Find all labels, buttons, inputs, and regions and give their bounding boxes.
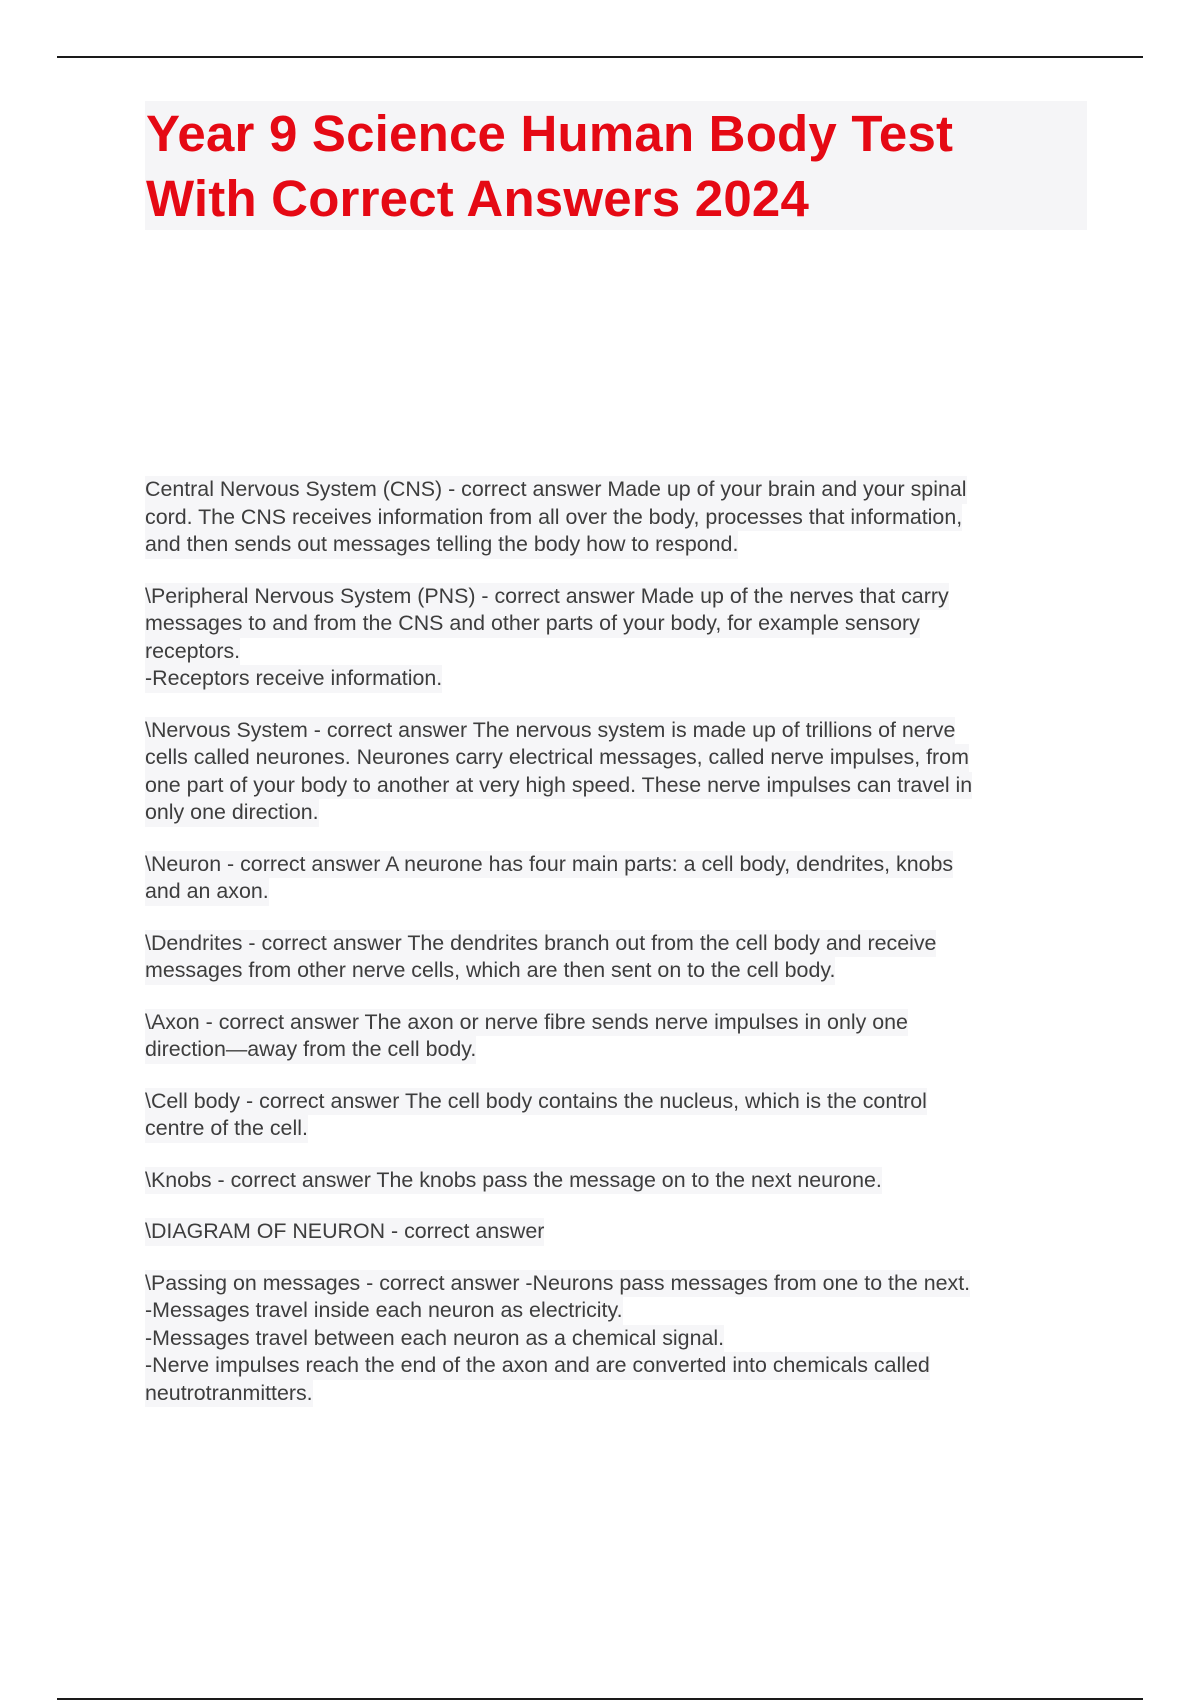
entry-line: neutrotranmitters.: [145, 1380, 313, 1408]
entry-dendrites: [145, 930, 1089, 985]
entry-nervous-system: [145, 717, 1089, 827]
entry-line: Central Nervous System (CNS) - correct answer Made up of your brain and your spinal: [145, 476, 967, 504]
entry-neuron: [145, 851, 1089, 906]
entry-axon: [145, 1009, 1089, 1064]
entry-line: one part of your body to another at very high speed. These nerve impulses can travel in: [145, 772, 972, 800]
entry-cell-body: [145, 1088, 1089, 1143]
entry-diagram-of-neuron: [145, 1218, 1089, 1246]
title-line-2: With Correct Answers 2024: [146, 170, 810, 227]
entry-line: \Dendrites - correct answer The dendrites branch out from the cell body and receive: [145, 930, 936, 958]
entry-line: -Nerve impulses reach the end of the axon and are converted into chemicals called: [145, 1352, 930, 1380]
entry-line: only one direction.: [145, 799, 319, 827]
entry-line: receptors.: [145, 638, 240, 666]
entry-line: \Axon - correct answer The axon or nerve fibre sends nerve impulses in only one: [145, 1009, 908, 1037]
entry-line: \Nervous System - correct answer The nervous system is made up of trillions of nerve: [145, 717, 955, 745]
flashcard-list: [145, 476, 1089, 1431]
entry-line: \Passing on messages - correct answer -Neurons pass messages from one to the next.: [145, 1270, 970, 1298]
entry-line: \Knobs - correct answer The knobs pass the message on to the next neurone.: [145, 1167, 882, 1195]
entry-line: centre of the cell.: [145, 1115, 308, 1143]
entry-line: cells called neurones. Neurones carry electrical messages, called nerve impulses, from: [145, 744, 969, 772]
entry-line: direction—away from the cell body.: [145, 1036, 476, 1064]
entry-line: and an axon.: [145, 878, 269, 906]
entry-line: messages from other nerve cells, which are then sent on to the cell body.: [145, 957, 835, 985]
entry-line: \Peripheral Nervous System (PNS) - correct answer Made up of the nerves that carry: [145, 583, 949, 611]
entry-line: and then sends out messages telling the body how to respond.: [145, 531, 738, 559]
entry-line: -Messages travel inside each neuron as electricity.: [145, 1297, 623, 1325]
entry-line: \Neuron - correct answer A neurone has four main parts: a cell body, dendrites, knobs: [145, 851, 953, 879]
entry-cns: [145, 476, 1089, 559]
entry-line: -Receptors receive information.: [145, 665, 442, 693]
document-title: [145, 101, 1087, 231]
entry-pns: [145, 583, 1089, 693]
top-rule: [57, 56, 1143, 58]
entry-passing-on-messages: [145, 1270, 1089, 1408]
entry-line: cord. The CNS receives information from all over the body, processes that information,: [145, 504, 962, 532]
title-block: [145, 101, 1087, 230]
entry-line: -Messages travel between each neuron as a chemical signal.: [145, 1325, 724, 1353]
entry-line: \Cell body - correct answer The cell body contains the nucleus, which is the control: [145, 1088, 927, 1116]
entry-line: \DIAGRAM OF NEURON - correct answer: [145, 1218, 544, 1246]
entry-line: messages to and from the CNS and other parts of your body, for example sensory: [145, 610, 920, 638]
entry-knobs: [145, 1167, 1089, 1195]
title-line-1: Year 9 Science Human Body Test: [146, 105, 954, 162]
